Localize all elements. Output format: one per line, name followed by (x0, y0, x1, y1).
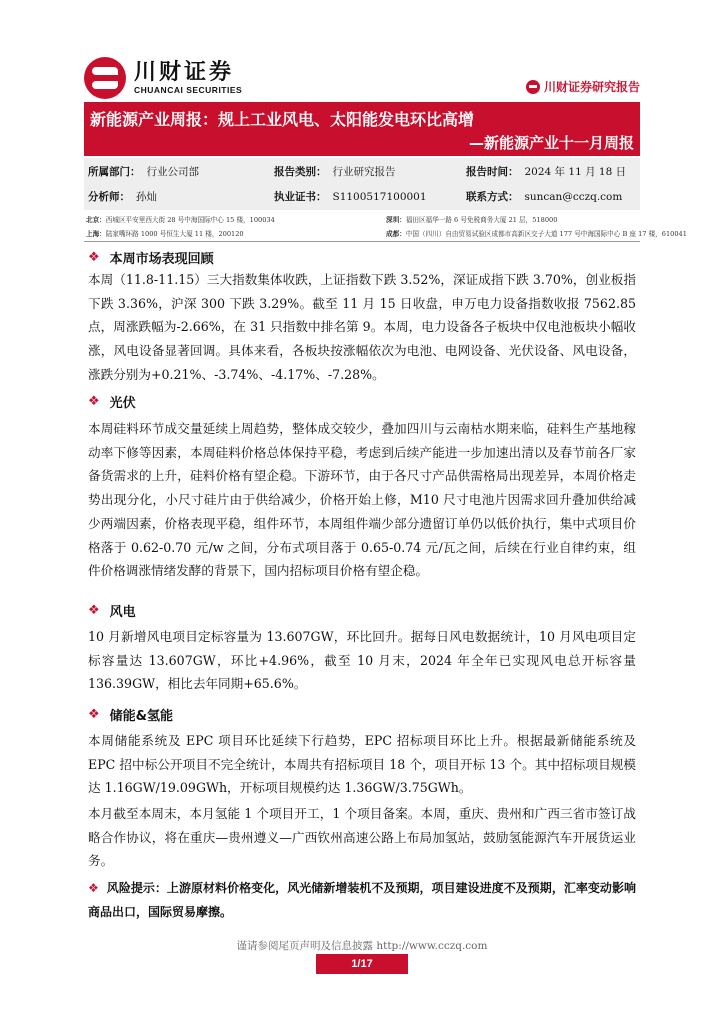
logo-cn-text: 川财证券 (134, 60, 235, 85)
address-chengdu: 成都：中国（四川）自由贸易试验区成都市高新区交子大道 177 号中海国际中心 B 座 17 楼，610041 (386, 230, 687, 238)
section-heading-market: ❖ 本周市场表现回顾 (88, 250, 214, 267)
diamond-bullet-icon: ❖ (88, 394, 100, 409)
meta-dept: 所属部门： 行业公司部 (88, 166, 199, 178)
diamond-bullet-icon: ❖ (88, 250, 100, 265)
meta-date: 报告时间： 2024 年 11 月 18 日 (466, 166, 627, 178)
report-subtitle: —新能源产业十一月周报 (468, 134, 634, 152)
paragraph-wind: 10 月新增风电项目定标容量为 13.607GW，环比回升。据每日风电数据统计，10 月风电项目定标容量达 13.607GW，环比+4.96%，截至 10 月末，2024 年全年已实现风电总开标容量 136.39GW，相比去年同期+65.6%。 (88, 629, 636, 692)
paragraph-pv: 本周硅料环节成交量延续上周趋势，整体成交较少，叠加四川与云南枯水期来临，硅料生产基地稼动率下修等因素，本周硅料价格总体保持平稳，考虑到后续产能进一步加速出清以及春节前各厂家备货需求的上升，硅料价格有望企稳。下游环节，由于各尺寸产品供需格局出现差异，本周价格走势出现分化，小尺寸硅片由于供给减少，价格开始上修，M10 尺寸电池片因需求回升叠加供给减少两端因素，价格表现平稳，组件环节，本周组件端少部分遗留订单仍以低价执行，集中式项目价格落于 0.62-0.70 元/w 之间，分布式项目落于 0.65-0.74 元/瓦之间，后续在行业自律约束，组件价格调涨情绪发酵的背景下，国内招标项目价格有望企稳。 (88, 421, 636, 579)
diamond-bullet-icon: ❖ (88, 881, 99, 895)
diamond-bullet-icon: ❖ (88, 707, 100, 722)
logo-icon (84, 57, 126, 99)
address-shenzhen: 深圳：福田区福华一路 6 号免税商务大厦 21 层，518000 (386, 216, 558, 224)
address-shanghai: 上海：陆家嘴环路 1000 号恒生大厦 11 楼，200120 (86, 230, 244, 238)
title-bar (84, 102, 640, 156)
report-tag-text: 川财证券研究报告 (543, 80, 640, 94)
section-heading-storage: ❖ 储能&氢能 (88, 707, 173, 724)
report-tag (526, 78, 640, 95)
office-addresses (84, 212, 687, 242)
section-heading-pv: ❖ 光伏 (88, 394, 136, 411)
diamond-bullet-icon: ❖ (88, 603, 100, 618)
meta-type: 报告类别： 行业研究报告 (274, 166, 396, 178)
meta-cert: 执业证书： S1100517100001 (274, 191, 427, 203)
section-heading-wind: ❖ 风电 (88, 603, 136, 620)
report-meta (84, 158, 640, 210)
risk-warning: ❖ 风险提示：上游原材料价格变化，风光储新增装机不及预期，项目建设进度不及预期，汇率变动影响商品出口，国际贸易摩擦。 (88, 881, 636, 919)
meta-contact[interactable]: 联系方式： suncan@cczq.com (466, 191, 623, 203)
meta-analyst: 分析师： 孙灿 (88, 191, 157, 203)
footer-disclaimer[interactable]: 谨请参阅尾页声明及信息披露 http://www.cczq.com (236, 940, 488, 952)
mini-logo-icon (526, 80, 540, 94)
logo-en-text: CHUANCAI SECURITIES (134, 85, 243, 95)
report-title: 新能源产业周报：规上工业风电、太阳能发电环比高增 (90, 110, 475, 129)
paragraph-market: 本周（11.8-11.15）三大指数集体收跌，上证指数下跌 3.52%，深证成指下跌 3.70%，创业板指下跌 3.36%，沪深 300 下跌 3.29%。截至 11 月 15 日收盘，申万电力设备指数收报 7562.85 点，周涨跌幅为-2.66%，在 31 只指数中排名第 9。本周，电力设备各子板块中仅电池板块小幅收涨，风电设备显著回调。具体来看，各板块按涨幅依次为电池、电网设备、光伏设备、风电设备，涨跌分别为+0.21%、-3.74%、-4.17%、-7.28%。 (88, 272, 636, 382)
paragraph-storage: 本周储能系统及 EPC 项目环比延续下行趋势，EPC 招标项目环比上升。根据最新储能系统及 EPC 招中标公开项目不完全统计，本周共有招标项目 18 个，项目开标 13 个。其中招标项目规模达 1.16GW/19.09GWh，开标项目规模约达 1.36GW/3.75GWh。 (88, 733, 636, 796)
company-logo (84, 52, 242, 104)
paragraph-hydrogen: 本月截至本周末，本月氢能 1 个项目开工，1 个项目备案。本周，重庆、贵州和广西三省市签订战略合作协议，将在重庆—贵州遵义—广西钦州高速公路上布局加氢站，鼓励氢能源汽车开展货运业务。 (88, 806, 636, 869)
address-beijing: 北京：西城区平安里西大街 28 号中海国际中心 15 楼，100034 (86, 216, 275, 224)
page-number: 1/17 (316, 954, 408, 974)
